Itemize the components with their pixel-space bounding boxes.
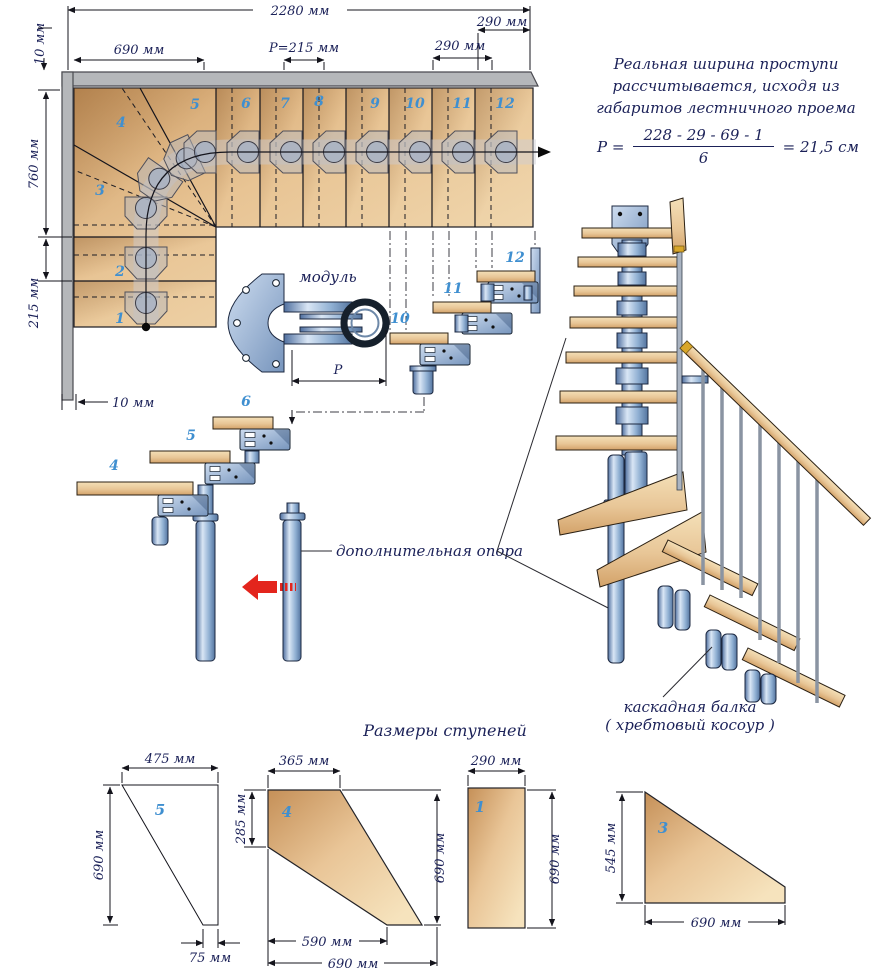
- size-step-3-number: 3: [657, 819, 669, 837]
- step-size-diagrams: [92, 721, 785, 971]
- size-step-3: [604, 792, 785, 931]
- walk-start-dot: [142, 323, 150, 331]
- walk-direction-arrow-icon: [538, 147, 551, 158]
- assembly-step-10: 10: [390, 311, 410, 327]
- formula-result: = 21,5 см: [782, 137, 859, 156]
- dim-top-right: 290 мм: [476, 15, 528, 30]
- handrail-slanted: [680, 341, 870, 525]
- plan-step-6: 6: [241, 96, 251, 112]
- formula-fraction: [633, 126, 773, 167]
- additional-support-label: дополнительная опора: [336, 542, 523, 560]
- module-box-6: [240, 429, 290, 450]
- beam-label-line2: ( хребтовый косоур ): [605, 716, 775, 734]
- plan-step-11: 11: [452, 96, 472, 112]
- tread-5: [150, 451, 230, 463]
- size-step-5-number: 5: [154, 801, 166, 819]
- plan-view: [62, 72, 551, 400]
- size-step-4-number: 4: [281, 803, 293, 821]
- size-step-1-number: 1: [474, 798, 486, 816]
- plan-step-10: 10: [405, 96, 425, 112]
- support-post-main: [196, 521, 215, 661]
- tread-10: [390, 333, 448, 344]
- size-step-5: [92, 752, 240, 966]
- size-step-4-bottom-outer: 690 мм: [327, 957, 379, 971]
- tread-6: [213, 417, 273, 429]
- size-step-4-right: 690 мм: [433, 832, 448, 884]
- plan-step-12: 12: [495, 96, 515, 112]
- module-box-11: [462, 313, 512, 334]
- plan-step-3: 3: [95, 183, 105, 199]
- dim-gap-bottom: 10 мм: [112, 396, 155, 411]
- size-step-4-bottom-inner: 590 мм: [301, 935, 353, 950]
- staircase-3d: [556, 198, 870, 734]
- formula-denominator: 6: [698, 149, 709, 167]
- size-step-4: [234, 754, 448, 971]
- dim-total: 2280 мм: [270, 4, 330, 19]
- formula-numerator: 228 - 29 - 69 - 1: [633, 126, 773, 147]
- module-label: модуль: [299, 268, 357, 286]
- assembly-step-6: 6: [241, 394, 251, 410]
- size-step-3-bottom: 690 мм: [690, 916, 742, 931]
- tread-12: [477, 271, 535, 282]
- module-box-10: [420, 344, 470, 365]
- tread-4: [77, 482, 193, 495]
- plan-step-5: 5: [190, 97, 200, 113]
- plan-step-7: 7: [280, 96, 290, 112]
- size-step-5-bottom: 75 мм: [188, 951, 232, 966]
- module-dim-p: P: [333, 363, 343, 378]
- dim-height-lower: 215 мм: [27, 277, 42, 329]
- handrail-top: [670, 198, 686, 254]
- tread-width-formula: [574, 126, 882, 167]
- size-step-4-top: 365 мм: [278, 754, 330, 769]
- plan-step-1: 1: [115, 311, 125, 327]
- size-step-1-right: 690 мм: [548, 833, 563, 885]
- note-line-1: Реальная ширина проступи: [613, 55, 839, 73]
- dim-pitch: P=215 мм: [268, 41, 340, 56]
- module-box-5: [205, 463, 255, 484]
- assembly-upper: [390, 231, 540, 394]
- plan-step-8: 8: [314, 94, 324, 110]
- formula-lhs: P =: [597, 137, 625, 156]
- assembly-lower: [77, 338, 616, 661]
- dim-gap-top: 10 мм: [33, 22, 48, 66]
- plan-step-2: 2: [115, 264, 125, 280]
- size-step-4-left: 285 мм: [234, 793, 249, 845]
- note-line-3: габаритов лестничного проема: [596, 98, 856, 117]
- size-step-3-left: 545 мм: [604, 822, 619, 874]
- dim-left-run: 690 мм: [113, 43, 165, 58]
- module-box-4: [158, 495, 208, 516]
- module-detail: [228, 268, 386, 386]
- note-line-2: рассчитывается, исходя из: [612, 76, 840, 95]
- plan-wall-left: [62, 72, 73, 400]
- assembly-step-5: 5: [186, 428, 196, 444]
- plan-wall-top: [62, 72, 538, 86]
- dim-tread: 290 мм: [434, 39, 486, 54]
- size-step-5-left: 690 мм: [92, 829, 107, 881]
- assembly-step-12: 12: [505, 250, 525, 266]
- dim-height-upper: 760 мм: [27, 138, 42, 190]
- assembly-step-11: 11: [443, 281, 463, 297]
- size-step-1: [468, 754, 563, 928]
- additional-support-post: [280, 503, 305, 661]
- sizes-title: Размеры ступеней: [363, 721, 527, 740]
- module-ring-inner: [352, 310, 379, 337]
- assembly-step-4: 4: [109, 458, 119, 474]
- size-step-1-top: 290 мм: [470, 754, 522, 769]
- module-ring: [344, 302, 386, 344]
- size-step-5-top: 475 мм: [144, 752, 196, 767]
- tread-11: [433, 302, 491, 313]
- plan-step-9: 9: [370, 96, 380, 112]
- plan-step-4: 4: [116, 115, 126, 131]
- note-text: [564, 54, 888, 119]
- beam-label-line1: каскадная балка: [623, 698, 757, 716]
